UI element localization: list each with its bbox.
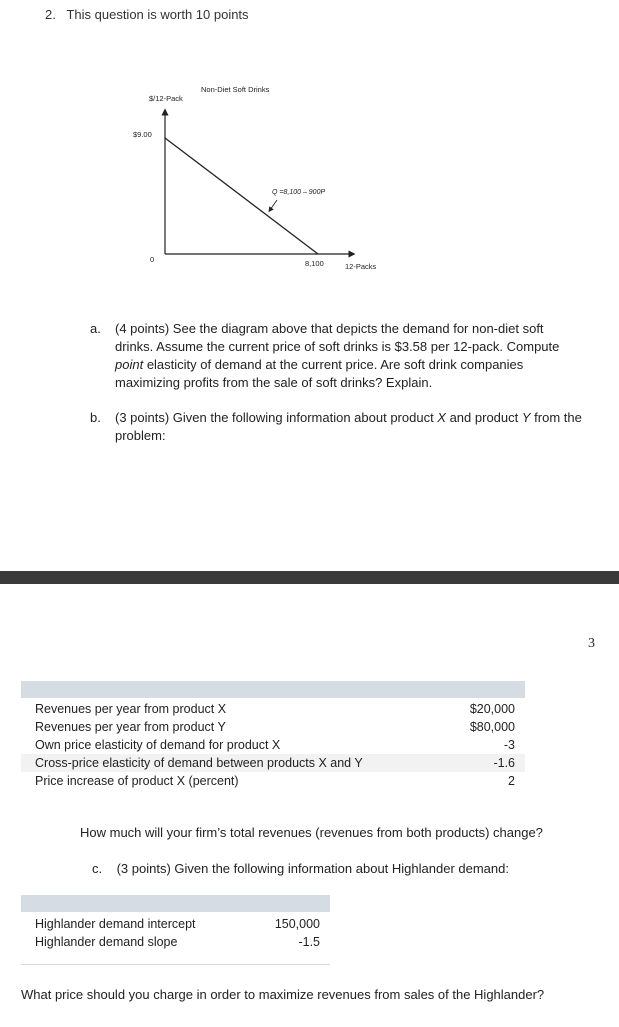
- table-cell-label: Own price elasticity of demand for product X: [35, 738, 281, 752]
- table2-bottom-rule: [21, 964, 330, 965]
- part-b-text-2: and product: [445, 410, 522, 425]
- table-cell-value: $80,000: [469, 720, 515, 734]
- equation-label: Q =8,100 – 900P: [272, 189, 326, 196]
- table-cell-label: Cross-price elasticity of demand between products X and Y: [35, 756, 363, 770]
- part-c-label: c.: [92, 861, 103, 876]
- revenue-change-question: How much will your firm’s total revenues (revenues from both products) change?: [80, 825, 543, 840]
- part-c: [92, 861, 509, 876]
- y-axis-label: $/12-Pack: [149, 94, 183, 103]
- page-number: 3: [588, 636, 595, 651]
- demand-line: [165, 138, 318, 254]
- table-cell-value: 2: [508, 774, 515, 788]
- table-row: [21, 772, 525, 790]
- table-cell-value: 150,000: [274, 917, 320, 931]
- table-cell-value: -3: [503, 738, 515, 752]
- x-intercept-label: 8,100: [305, 259, 324, 268]
- equation-arrow: [270, 200, 277, 210]
- question-number: 2.: [45, 7, 56, 22]
- part-a-text-2: elasticity of demand at the current price. Are soft drink companies maximizing profits from the sale of soft drinks? Explain.: [115, 357, 524, 390]
- y-intercept-label: $9.00: [133, 130, 152, 139]
- part-b-product-x: X: [437, 410, 446, 425]
- table-cell-label: Highlander demand intercept: [35, 917, 196, 931]
- table-cell-value: -1.5: [298, 935, 320, 949]
- part-c-text: (3 points) Given the following information about Highlander demand:: [116, 861, 509, 876]
- page-break-divider: [0, 571, 619, 584]
- table-cell-label: Price increase of product X (percent): [35, 774, 239, 788]
- part-a-text-1: (4 points) See the diagram above that depicts the demand for non-diet soft drinks. Assume the current price of soft drinks is $3.58 per 12-pack. Compute: [115, 321, 560, 354]
- table-cell-value: $20,000: [469, 702, 515, 716]
- table-cell-label: Revenues per year from product X: [35, 702, 227, 716]
- part-b: [90, 409, 595, 445]
- origin-label: 0: [150, 255, 155, 264]
- revenue-max-question: What price should you charge in order to maximize revenues from sales of the Highlander?: [21, 987, 545, 1002]
- table-cell-label: Highlander demand slope: [35, 935, 178, 949]
- table-row: [21, 700, 525, 718]
- table-cell-label: Revenues per year from product Y: [35, 720, 226, 734]
- demand-diagram: [70, 42, 440, 292]
- question-header: [45, 7, 249, 22]
- part-b-text-1: (3 points) Given the following information about product: [115, 410, 438, 425]
- table1-header: [21, 681, 525, 698]
- x-axis-label: 12-Packs: [345, 262, 377, 271]
- part-a: [90, 320, 585, 392]
- table-row: [21, 915, 330, 933]
- part-a-label: a.: [90, 321, 101, 336]
- table2-header: [21, 895, 330, 912]
- table-row: [21, 736, 525, 754]
- part-b-product-y: Y: [521, 410, 531, 425]
- part-b-text-3: from the problem:: [115, 410, 582, 443]
- part-b-label: b.: [90, 410, 101, 425]
- table-cell-value: -1.6: [493, 756, 515, 770]
- question-text: This question is worth 10 points: [66, 7, 249, 22]
- table-row: [21, 933, 330, 951]
- table-row: [21, 754, 525, 772]
- table-row: [21, 718, 525, 736]
- diagram-title: Non-Diet Soft Drinks: [201, 85, 270, 94]
- part-a-emphasis: point: [115, 357, 144, 372]
